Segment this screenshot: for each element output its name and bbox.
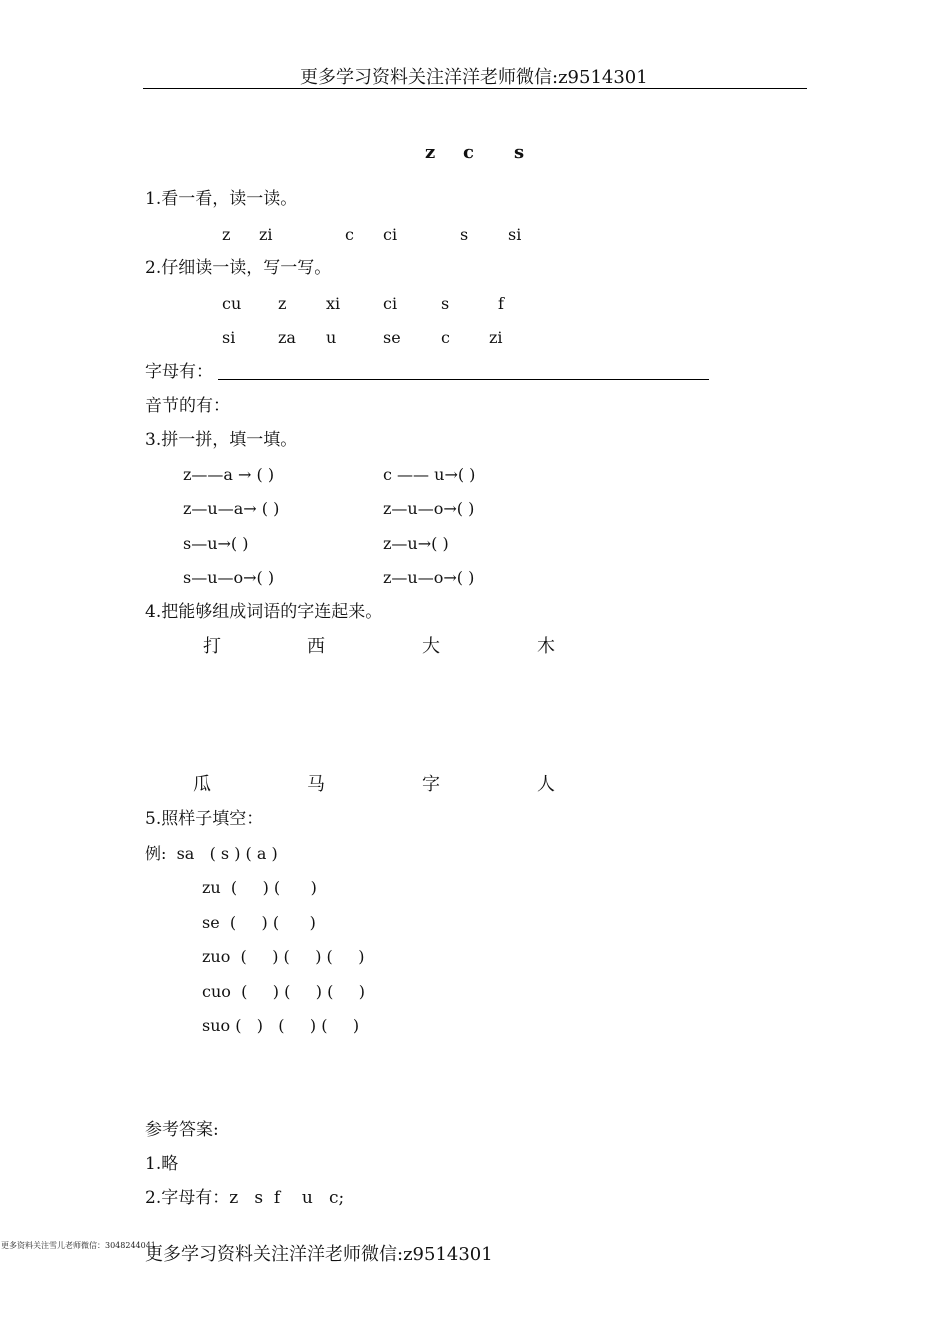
q2-row1-item: z: [278, 294, 287, 313]
q5-row[interactable]: zuo ( ) ( ) ( ): [202, 947, 365, 966]
q2-row1-item: s: [441, 294, 450, 313]
q4-bottom-char[interactable]: 马: [307, 774, 325, 795]
header-rule: [143, 88, 807, 89]
q3-item[interactable]: z—u—o→( ): [383, 568, 475, 587]
q2-row2-item: u: [326, 328, 337, 347]
q5-row[interactable]: cuo ( ) ( ) ( ): [202, 982, 365, 1001]
q2-row2-item: c: [441, 328, 450, 347]
q3-item[interactable]: z——a → ( ): [183, 465, 275, 484]
q4-top-char[interactable]: 打: [203, 636, 221, 657]
answer-2: 2.字母有：z s f u c;: [145, 1188, 345, 1208]
q1-item: si: [508, 225, 522, 244]
q2-row2-item: zi: [489, 328, 503, 347]
q2-row2-item: si: [222, 328, 236, 347]
q5-row[interactable]: suo ( ) ( ) ( ): [202, 1016, 360, 1035]
q1-item: ci: [383, 225, 398, 244]
q3-heading: 3.拼一拼，填一填。: [145, 430, 298, 450]
q4-heading: 4.把能够组成词语的字连起来。: [145, 602, 383, 622]
q1-item: s: [460, 225, 469, 244]
footer-text: 更多学习资料关注洋洋老师微信:z9514301: [145, 1244, 493, 1265]
q4-top-char[interactable]: 木: [537, 636, 555, 657]
q2-row1-item: f: [498, 294, 504, 313]
q2-row2-item: za: [278, 328, 296, 347]
q4-bottom-char[interactable]: 人: [537, 774, 555, 795]
q4-bottom-char[interactable]: 瓜: [193, 774, 211, 795]
q3-item[interactable]: c —— u→( ): [383, 465, 476, 484]
q5-row[interactable]: se ( ) ( ): [202, 913, 316, 932]
q5-heading: 5.照样子填空：: [145, 809, 264, 829]
q4-top-char[interactable]: 西: [307, 636, 325, 657]
answer-1: 1.略: [145, 1154, 179, 1174]
letters-label: 字母有：: [145, 362, 213, 382]
q4-top-char[interactable]: 大: [422, 636, 440, 657]
footer-small-text: 更多资料关注雪儿老师微信：3048244041: [1, 1241, 156, 1250]
q1-heading: 1.看一看，读一读。: [145, 189, 298, 209]
q5-row[interactable]: zu ( ) ( ): [202, 878, 317, 897]
letters-answer-line[interactable]: [218, 379, 709, 380]
title-c: c: [463, 142, 474, 163]
q2-row1-item: xi: [326, 294, 341, 313]
syllables-label: 音节的有：: [145, 396, 230, 416]
q3-item[interactable]: z—u—o→( ): [383, 499, 475, 518]
q1-item: zi: [259, 225, 273, 244]
q3-item[interactable]: z—u→( ): [383, 534, 449, 553]
q4-bottom-char[interactable]: 字: [422, 774, 440, 795]
header-text: 更多学习资料关注洋洋老师微信:z9514301: [300, 67, 648, 88]
q1-item: z: [222, 225, 231, 244]
q5-example: 例: sa ( s ) ( a ): [145, 844, 278, 863]
title-s: s: [514, 142, 525, 163]
q2-row1-item: ci: [383, 294, 398, 313]
q3-item[interactable]: s—u—o→( ): [183, 568, 275, 587]
q2-heading: 2.仔细读一读，写一写。: [145, 258, 332, 278]
answers-heading: 参考答案:: [145, 1120, 219, 1140]
q2-row2-item: se: [383, 328, 401, 347]
q3-item[interactable]: z—u—a→ ( ): [183, 499, 280, 518]
q1-item: c: [345, 225, 354, 244]
q2-row1-item: cu: [222, 294, 242, 313]
q3-item[interactable]: s—u→( ): [183, 534, 249, 553]
title-z: z: [425, 142, 436, 163]
